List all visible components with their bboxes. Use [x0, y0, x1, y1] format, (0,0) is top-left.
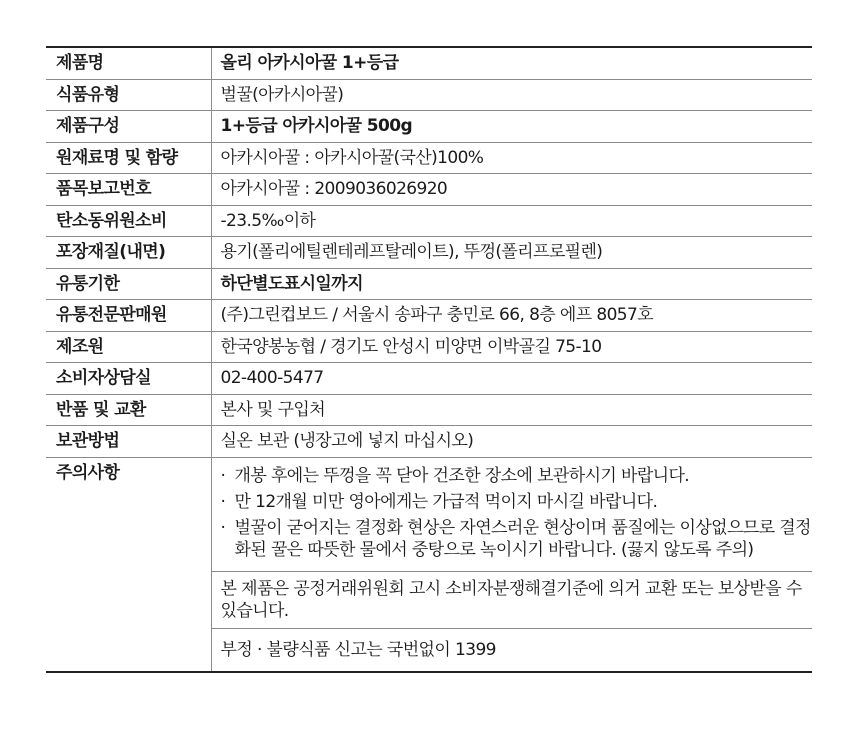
info-row: [46, 142, 812, 174]
product-info-table-body: [46, 47, 812, 672]
info-row-value: 한국양봉농협 / 경기도 안성시 미양면 이박골길 75-10: [211, 331, 812, 363]
info-row-label: 제품구성: [46, 111, 211, 143]
bullet-dot-icon: ·: [220, 517, 226, 538]
info-row-value: 벌꿀(아카시아꿀): [211, 79, 812, 111]
info-row: [46, 394, 812, 426]
info-row: [46, 205, 812, 237]
info-row-label: 반품 및 교환: [46, 394, 211, 426]
info-row-label: 유통기한: [46, 268, 211, 300]
info-row-value: (주)그린컵보드 / 서울시 송파구 충민로 66, 8층 에프 8057호: [211, 300, 812, 332]
bullet-dot-icon: ·: [220, 491, 226, 512]
caution-bullet-item: [221, 517, 813, 561]
info-row: [46, 363, 812, 395]
info-row: [46, 79, 812, 111]
info-row-value: -23.5‰이하: [211, 205, 812, 237]
caution-bullet-list: [211, 457, 812, 571]
info-row-label: 제조원: [46, 331, 211, 363]
caution-report-text: 부정 · 불량식품 신고는 국번없이 1399: [220, 639, 496, 660]
info-row-label: 유통전문판매원: [46, 300, 211, 332]
info-row-value: 아카시아꿀 : 2009036026920: [211, 174, 812, 206]
caution-notice-text: 본 제품은 공정거래위원회 고시 소비자분쟁해결기준에 의거 교환 또는 보상받을 수 있습니다.: [211, 571, 812, 628]
info-row-label: 보관방법: [46, 426, 211, 458]
info-row-label: 포장재질(내면): [46, 237, 211, 269]
caution-bullet-text: 만 12개월 미만 영아에게는 가급적 먹이지 마시길 바랍니다.: [234, 491, 658, 512]
info-row: [46, 426, 812, 458]
caution-bullet-item: [221, 465, 813, 487]
info-row-value: 1+등급 아카시아꿀 500g: [211, 111, 812, 143]
info-row-label: 식품유형: [46, 79, 211, 111]
caution-bullet-item: [221, 491, 813, 513]
info-row-value: 아카시아꿀 : 아카시아꿀(국산)100%: [211, 142, 812, 174]
info-row-value: 하단별도표시일까지: [211, 268, 812, 300]
info-row: [46, 300, 812, 332]
info-row: [46, 237, 812, 269]
info-row-label: 소비자상담실: [46, 363, 211, 395]
bullet-dot-icon: ·: [220, 465, 226, 486]
caution-bullet-text: 개봉 후에는 뚜껑을 꼭 닫아 건조한 장소에 보관하시기 바랍니다.: [234, 465, 690, 486]
caution-row: [46, 457, 812, 571]
info-row: [46, 47, 812, 79]
info-row-label: 제품명: [46, 47, 211, 79]
info-row-label: 품목보고번호: [46, 174, 211, 206]
info-row: [46, 268, 812, 300]
info-row-label: 탄소동위원소비: [46, 205, 211, 237]
caution-label: 주의사항: [46, 457, 211, 672]
info-row-value: 실온 보관 (냉장고에 넣지 마십시오): [211, 426, 812, 458]
info-row-value: 올리 아카시아꿀 1+등급: [211, 47, 812, 79]
product-info-table: [46, 46, 812, 673]
info-row: [46, 174, 812, 206]
info-row-value: 02-400-5477: [211, 363, 812, 395]
info-row-value: 본사 및 구입처: [211, 394, 812, 426]
info-row: [46, 331, 812, 363]
caution-bullet-text: 벌꿀이 굳어지는 결정화 현상은 자연스러운 현상이며 품질에는 이상없으므로 결정화된 꿀은 따뜻한 물에서 중탕으로 녹이시기 바랍니다. (끓지 않도록 주의): [234, 517, 811, 560]
info-row: [46, 111, 812, 143]
info-row-label: 원재료명 및 함량: [46, 142, 211, 174]
info-row-value: 용기(폴리에틸렌테레프탈레이트), 뚜껑(폴리프로필렌): [211, 237, 812, 269]
